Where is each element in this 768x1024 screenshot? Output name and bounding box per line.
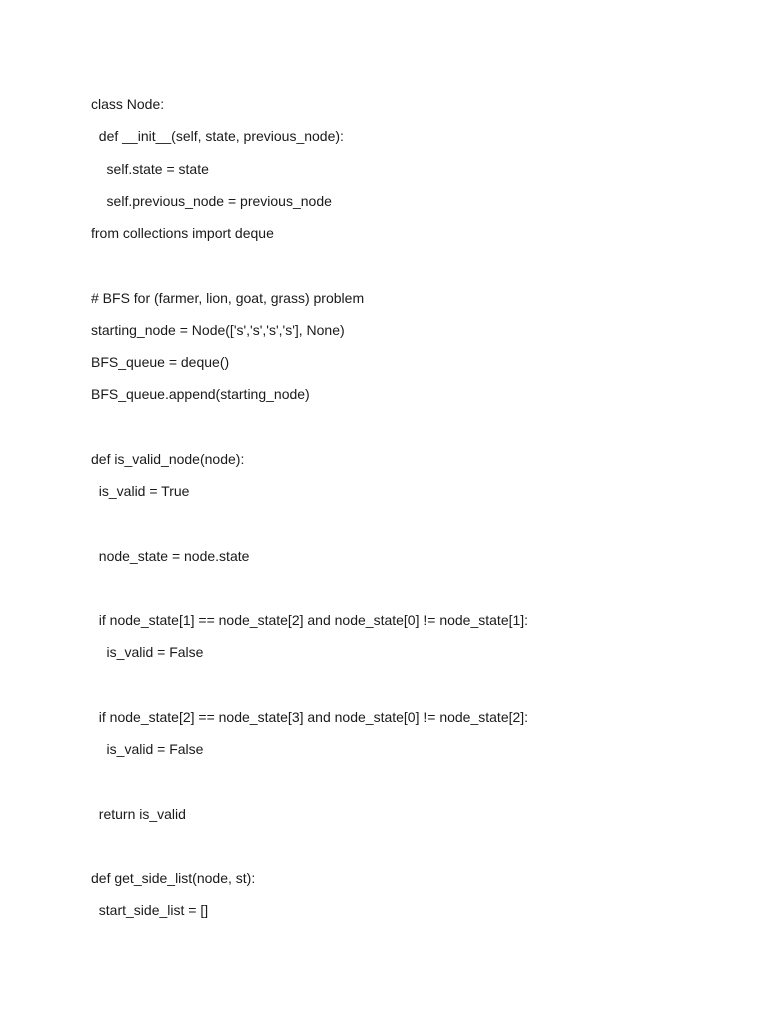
- code-line: is_valid = False: [91, 741, 204, 757]
- code-line: is_valid = True: [91, 483, 190, 499]
- code-line: return is_valid: [91, 805, 186, 822]
- code-listing: [91, 94, 751, 933]
- blank-line: [91, 771, 751, 803]
- code-line: if node_state[1] == node_state[2] and node_state[0] != node_state[1]:: [91, 612, 529, 628]
- code-line: BFS_queue = deque(): [91, 354, 230, 370]
- code-line: def is_valid_node(node):: [91, 450, 245, 467]
- code-line: starting_node = Node(['s','s','s','s'], None): [91, 321, 345, 338]
- code-line: def __init__(self, state, previous_node):: [91, 128, 344, 145]
- blank-line: [91, 675, 751, 707]
- code-line: start_side_list = []: [91, 902, 209, 919]
- code-line: class Node:: [91, 96, 165, 112]
- blank-line: [91, 417, 751, 449]
- blank-line: [91, 578, 751, 610]
- blank-line: [91, 513, 751, 545]
- code-line: self.previous_node = previous_node: [91, 192, 332, 209]
- code-line: def get_side_list(node, st):: [91, 870, 256, 886]
- blank-line: [91, 255, 751, 287]
- blank-line: [91, 836, 751, 868]
- code-line: if node_state[2] == node_state[3] and node_state[0] != node_state[2]:: [91, 708, 529, 725]
- code-line: is_valid = False: [91, 644, 204, 661]
- code-line: BFS_queue.append(starting_node): [91, 386, 310, 403]
- code-line: self.state = state: [91, 160, 209, 177]
- code-line: node_state = node.state: [91, 547, 250, 564]
- code-line: # BFS for (farmer, lion, goat, grass) problem: [91, 289, 365, 306]
- code-line: from collections import deque: [91, 225, 274, 241]
